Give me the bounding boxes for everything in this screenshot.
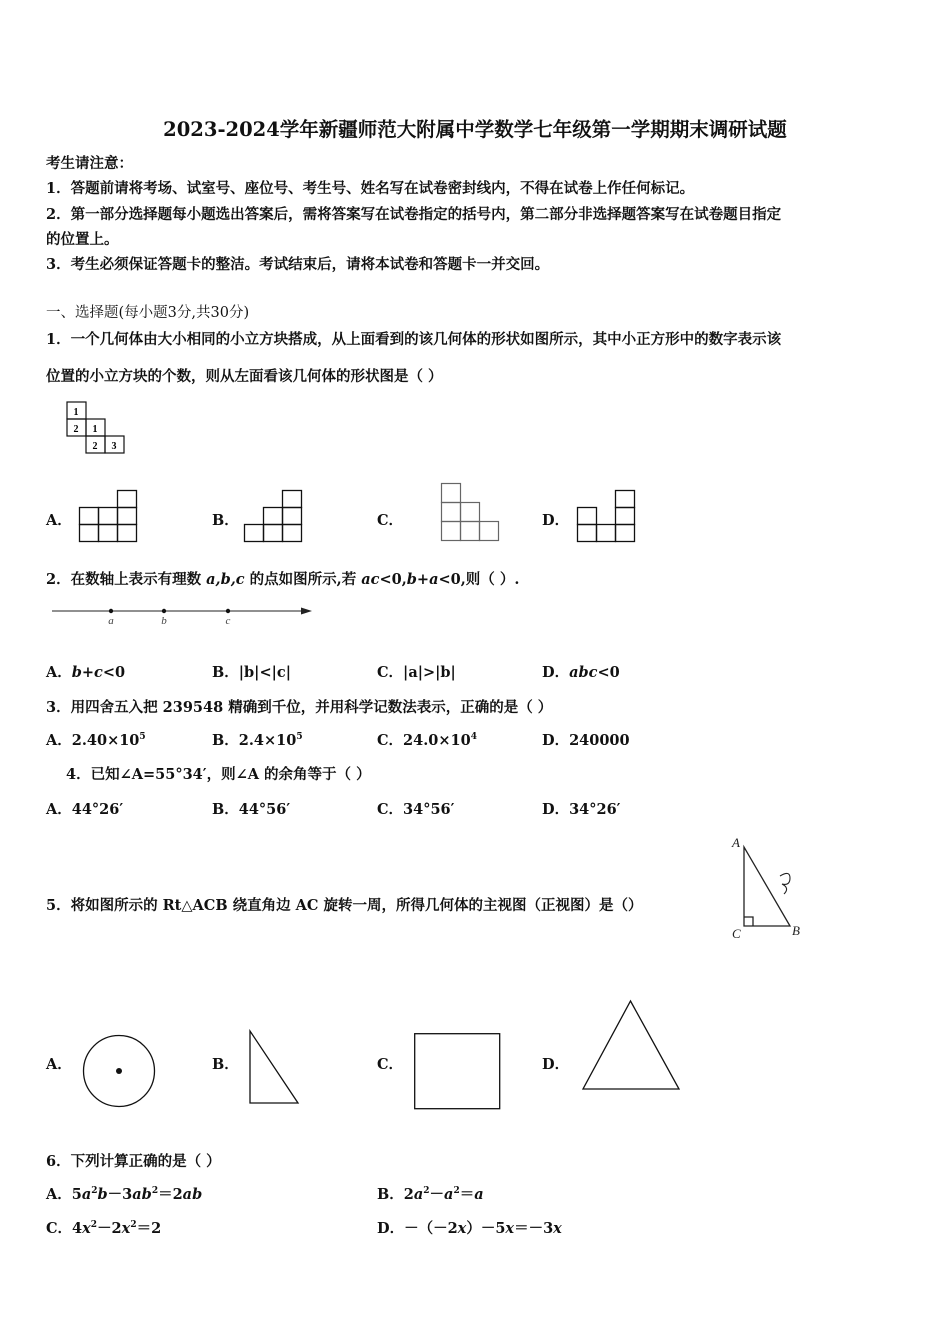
q1-option-a-figure — [79, 490, 139, 542]
q2-option-b[interactable] — [212, 661, 291, 682]
q5-option-a-figure — [82, 1034, 158, 1110]
q3-option-b-exp: 5 — [296, 732, 303, 742]
q4-option-d[interactable]: D．34°26′ — [542, 801, 621, 818]
right-triangle-figure — [728, 834, 838, 944]
grid-number: 2 — [92, 441, 98, 452]
q2-option-a-label: A． — [46, 664, 72, 681]
q3-option-a-text: A．2.40×10 — [46, 732, 140, 749]
q6-option-c[interactable]: C．$4x^2-2x^2=2$ — [46, 1220, 162, 1237]
vertex-label-a: A — [732, 835, 740, 850]
q3-option-b[interactable] — [212, 729, 303, 750]
q2-stem-vars: a,b,c — [206, 571, 245, 588]
q2-cond1: ac — [361, 571, 380, 588]
q2-option-b-expr: |b|<|c| — [238, 664, 291, 681]
q5-option-b-figure — [249, 1030, 303, 1106]
vertex-label-c: C — [732, 926, 741, 941]
q6-option-b[interactable]: B．$2a^2-a^2=a$ — [377, 1186, 484, 1203]
q1-option-b-label[interactable]: B． — [212, 512, 239, 529]
q1-stem-line2: 位置的小立方块的个数，则从左面看该几何体的形状图是（ ） — [46, 368, 443, 385]
notice-item-3: 3．考生必须保证答题卡的整洁。考试结束后，请将本试卷和答题卡一并交回。 — [46, 256, 550, 273]
q1-top-view-figure — [66, 401, 128, 455]
notice-item-1: 1．答题前请将考场、试室号、座位号、考生号、姓名写在试卷密封线内，不得在试卷上作任何标记。 — [46, 180, 695, 197]
q2-stem-prefix: 2．在数轴上表示有理数 — [46, 571, 207, 588]
number-line-figure — [52, 600, 317, 630]
q2-stem-mid: 的点如图所示,若 — [244, 571, 362, 588]
q6-option-a-label: A． — [46, 1186, 72, 1203]
q5-option-b-label[interactable]: B． — [212, 1056, 239, 1073]
q5-option-a-label[interactable]: A． — [46, 1056, 72, 1073]
q6-option-d-label: D． — [377, 1220, 405, 1237]
q2-cond2: b+a — [406, 571, 439, 588]
vertex-label-b: B — [792, 923, 800, 938]
q2-option-c[interactable] — [377, 661, 456, 682]
q5-option-c-figure — [414, 1033, 502, 1111]
q6-option-c-label: C． — [46, 1220, 73, 1237]
q2-option-b-label: B． — [212, 664, 239, 681]
q3-option-b-text: B．2.4×10 — [212, 732, 297, 749]
q5-stem: 5．将如图所示的 Rt△ACB 绕直角边 AC 旋转一周，所得几何体的主视图（正视图）是（） — [46, 897, 643, 914]
q1-option-b-figure — [244, 490, 304, 542]
page-title: 2023-2024学年新疆师范大附属中学数学七年级第一学期期末调研试题 — [163, 118, 787, 141]
q5-option-d-figure — [582, 1000, 682, 1092]
q3-option-a-exp: 5 — [139, 732, 146, 742]
q3-option-c-exp: 4 — [470, 732, 477, 742]
q2-stem — [46, 568, 519, 589]
q3-option-c-text: C．24.0×10 — [377, 732, 471, 749]
notice-item-2-cont: 的位置上。 — [46, 231, 119, 248]
grid-number: 1 — [92, 424, 98, 435]
q2-cond2-rest: <0,则（ ）. — [438, 571, 520, 588]
q1-option-c-figure — [441, 483, 501, 543]
q3-option-d[interactable]: D．240000 — [542, 732, 630, 749]
q6-stem: 6．下列计算正确的是（ ） — [46, 1153, 221, 1170]
notice-item-2: 2．第一部分选择题每小题选出答案后，需将答案写在试卷指定的括号内，第二部分非选择题答案写在试卷题目指定 — [46, 206, 782, 223]
axis-label-b: b — [161, 615, 167, 627]
q1-option-d-label[interactable]: D． — [542, 512, 570, 529]
q4-stem: 4．已知∠A=55°34′，则∠A 的余角等于（ ） — [66, 766, 371, 783]
axis-label-c: c — [225, 615, 231, 627]
grid-number: 1 — [73, 407, 79, 418]
q2-option-d[interactable] — [542, 661, 620, 682]
q6-option-a[interactable]: A．$5a^2b-3ab^2=2ab$ — [46, 1186, 203, 1203]
q3-stem: 3．用四舍五入把 239548 精确到千位，并用科学记数法表示，正确的是（ ） — [46, 699, 553, 716]
q3-option-a[interactable] — [46, 729, 146, 750]
q4-option-b[interactable]: B．44°56′ — [212, 801, 291, 818]
q2-cond1-rest: <0, — [379, 571, 407, 588]
q4-option-c[interactable]: C．34°56′ — [377, 801, 455, 818]
q2-option-c-label: C． — [377, 664, 404, 681]
axis-label-a: a — [108, 615, 114, 627]
q1-option-a-label[interactable]: A． — [46, 512, 72, 529]
q6-option-b-label: B． — [377, 1186, 404, 1203]
section-heading: 一、选择题(每小题3分,共30分) — [46, 305, 250, 321]
q2-option-a-rest: <0 — [102, 664, 126, 681]
q2-option-d-label: D． — [542, 664, 570, 681]
q5-option-c-label[interactable]: C． — [377, 1056, 404, 1073]
q5-option-d-label[interactable]: D． — [542, 1056, 570, 1073]
notice-heading: 考生请注意： — [46, 155, 133, 172]
q2-option-c-expr: |a|>|b| — [403, 664, 456, 681]
q4-option-a[interactable]: A．44°26′ — [46, 801, 124, 818]
q3-option-c[interactable] — [377, 729, 477, 750]
grid-number: 2 — [73, 424, 79, 435]
grid-number: 3 — [111, 441, 117, 452]
q1-option-c-label[interactable]: C． — [377, 512, 404, 529]
q6-option-d[interactable]: D．－（－2x）－5x＝－3x — [377, 1220, 562, 1237]
q2-option-d-rest: <0 — [597, 664, 620, 681]
q1-option-d-figure — [577, 490, 637, 542]
q2-option-d-expr: abc — [569, 664, 598, 681]
q2-option-a-expr: b+c — [71, 664, 103, 681]
q1-stem-line1: 1．一个几何体由大小相同的小立方块搭成，从上面看到的该几何体的形状如图所示，其中小正方形中的数字表示该 — [46, 331, 782, 348]
q2-option-a[interactable] — [46, 661, 125, 682]
